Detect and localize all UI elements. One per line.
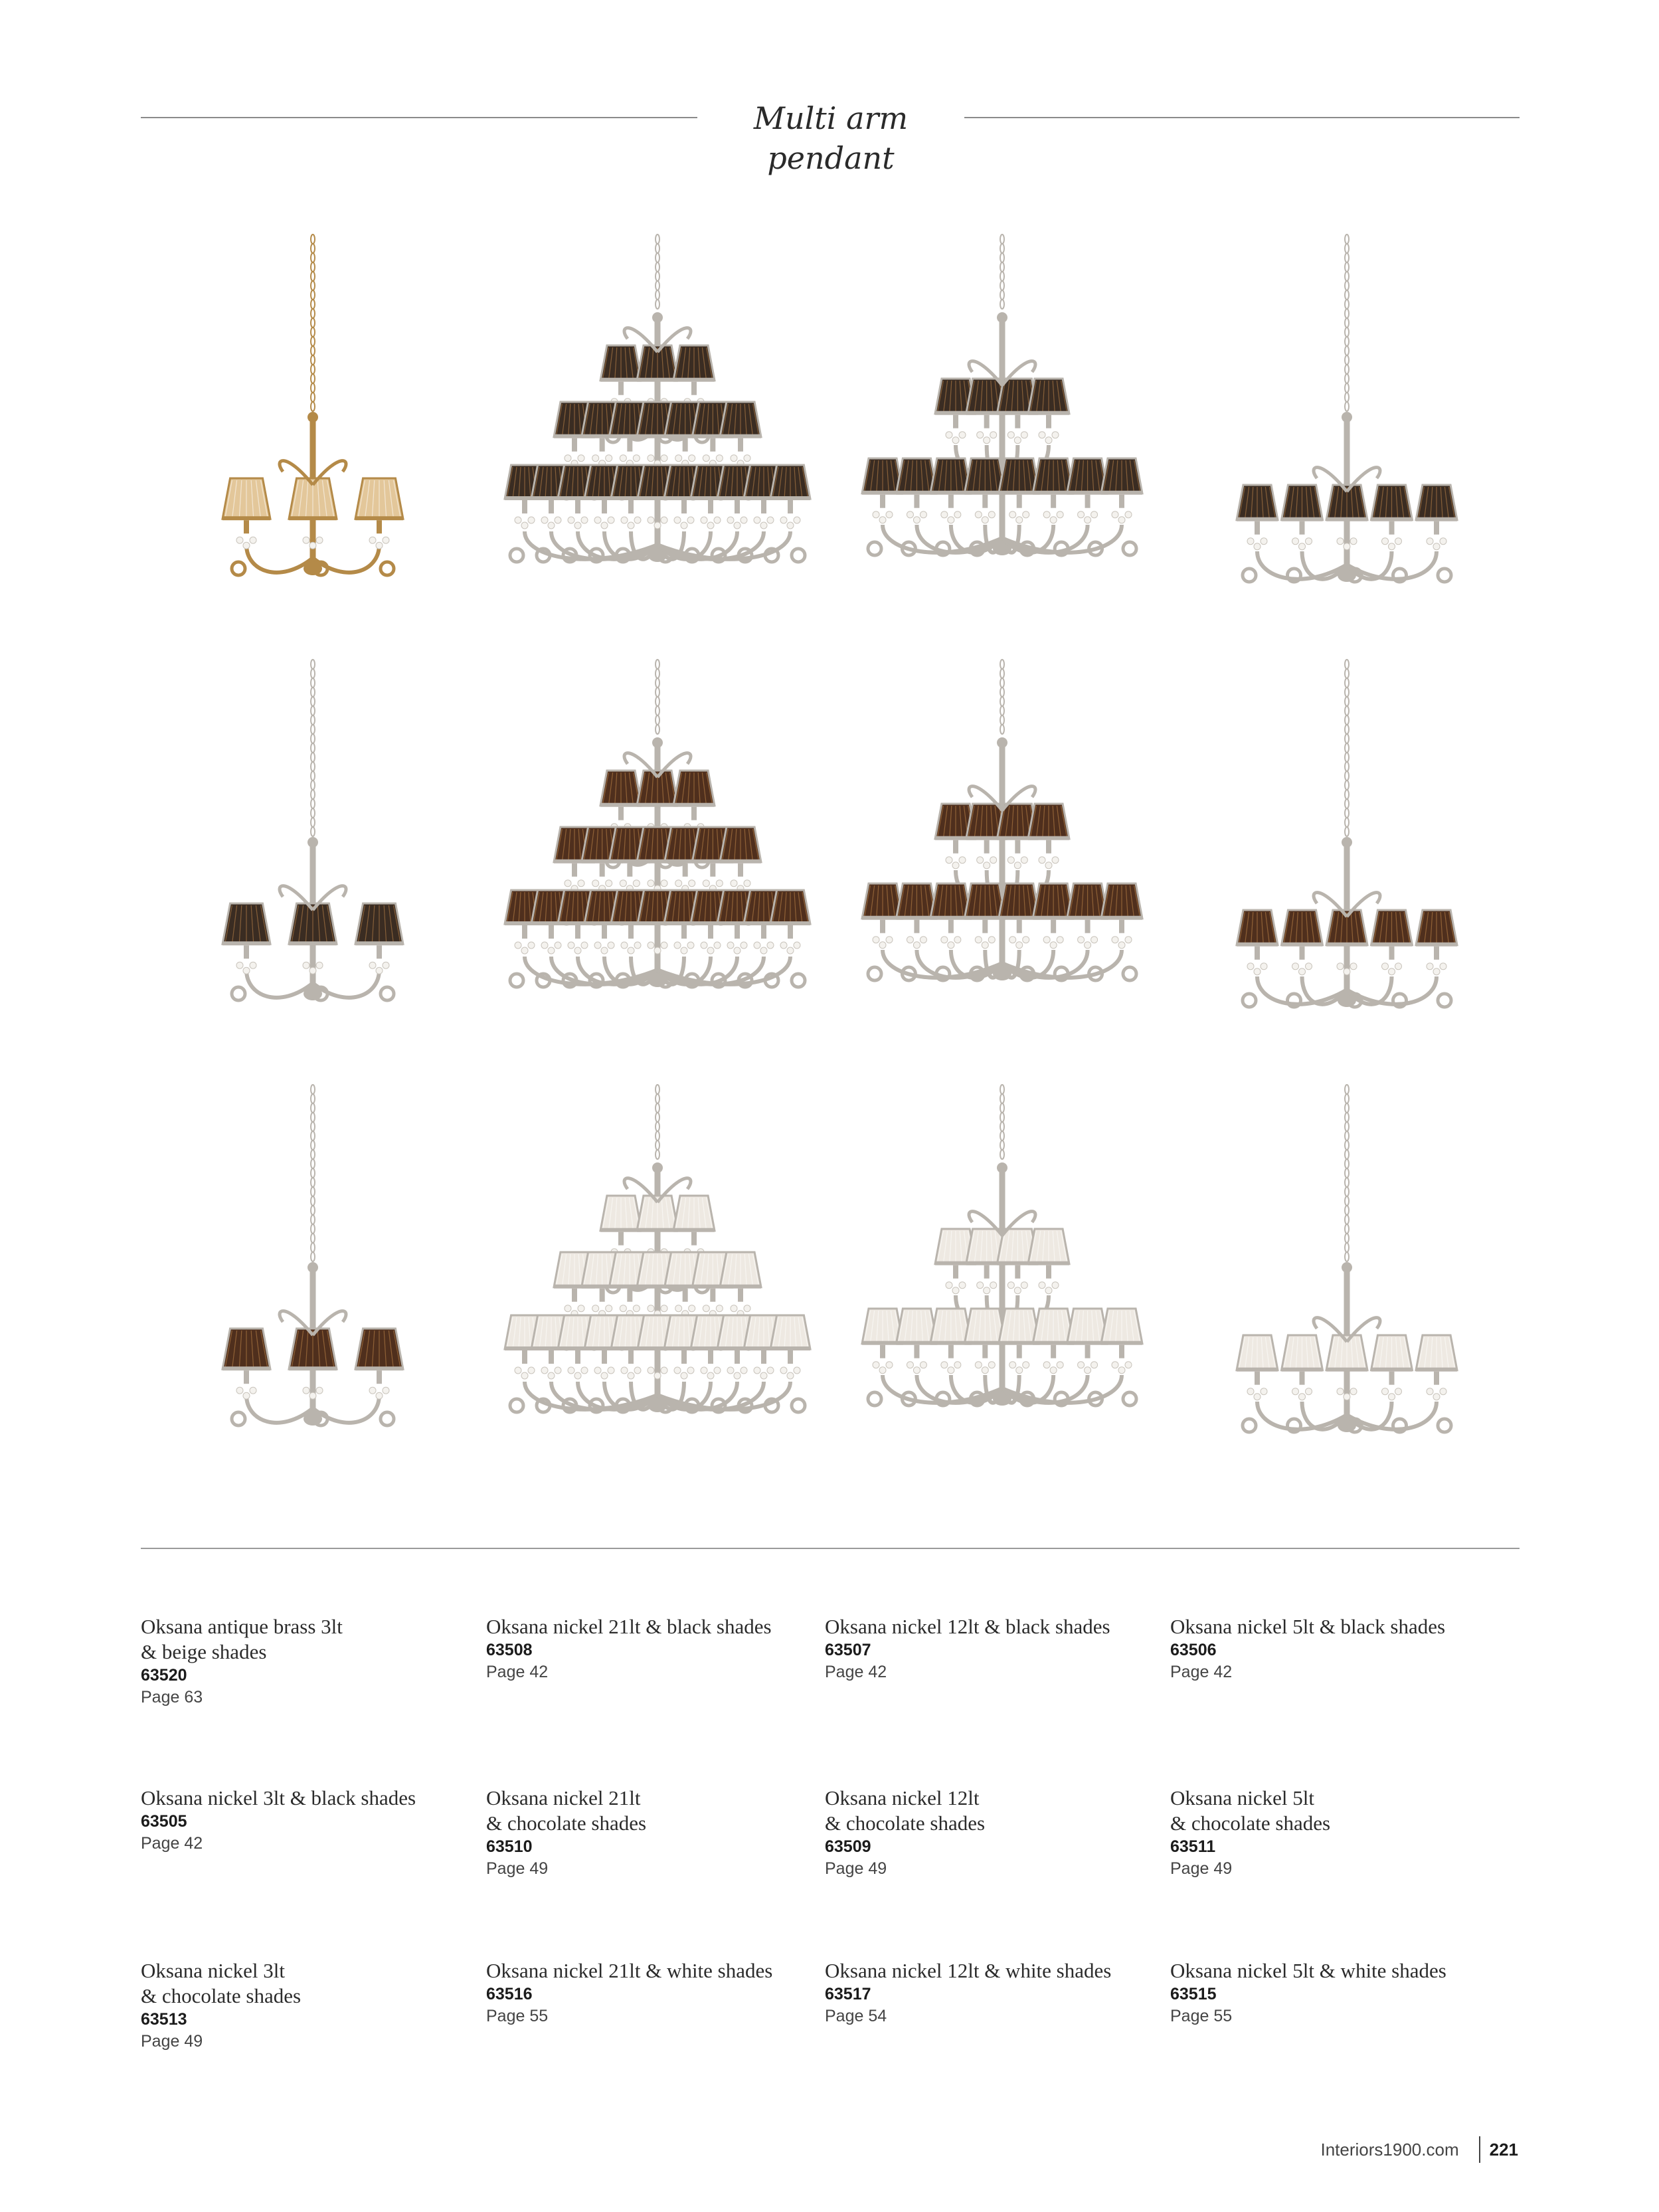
website-label: Interiors1900.com: [1320, 2139, 1459, 2160]
product-caption: [825, 1786, 1157, 1880]
product-image: [830, 1063, 1175, 1488]
product-image: [830, 638, 1175, 1063]
product-name: Oksana nickel 21lt & chocolate shades: [486, 1786, 647, 1835]
product-page-ref: Page 49: [1170, 1859, 1233, 1878]
product-page-ref: Page 42: [141, 1834, 203, 1853]
product-caption: [486, 1958, 818, 2027]
product-caption: [825, 1614, 1157, 1683]
page-footer: [1321, 2136, 1519, 2163]
product-name: Oksana nickel 5lt & white shades: [1170, 1959, 1446, 1982]
product-caption: [141, 1786, 473, 1855]
product-code: 63511: [1170, 1837, 1216, 1856]
product-image: [1175, 213, 1520, 638]
product-name: Oksana nickel 5lt & black shades: [1170, 1615, 1446, 1638]
product-code: 63515: [1170, 1985, 1217, 2003]
product-code: 63506: [1170, 1641, 1217, 1659]
product-page-ref: Page 55: [486, 2007, 549, 2025]
product-page-ref: Page 55: [1170, 2007, 1233, 2025]
product-code: 63517: [825, 1985, 871, 2003]
product-image: [485, 213, 830, 638]
product-code: 63510: [486, 1837, 533, 1856]
chandelier-illustration: [141, 638, 485, 1063]
product-name: Oksana nickel 3lt & chocolate shades: [141, 1959, 302, 2007]
product-image: [485, 1063, 830, 1488]
chandelier-illustration: [1175, 1063, 1520, 1488]
product-name: Oksana nickel 5lt & chocolate shades: [1170, 1786, 1331, 1835]
product-name: Oksana nickel 12lt & chocolate shades: [825, 1786, 986, 1835]
product-page-ref: Page 63: [141, 1688, 203, 1706]
product-image: [830, 213, 1175, 638]
header-rule-left: [141, 117, 697, 118]
page-number: 221: [1489, 2139, 1518, 2160]
product-name: Oksana nickel 21lt & white shades: [486, 1959, 773, 1982]
chandelier-illustration: [485, 638, 830, 1063]
product-page-ref: Page 49: [486, 1859, 549, 1878]
product-page-ref: Page 54: [825, 2007, 887, 2025]
product-page-ref: Page 42: [825, 1663, 887, 1681]
product-name: Oksana nickel 3lt & black shades: [141, 1786, 416, 1809]
chandelier-illustration: [1175, 213, 1520, 638]
product-caption: [1170, 1614, 1502, 1683]
product-name: Oksana nickel 21lt & black shades: [486, 1615, 772, 1638]
product-image: [141, 1063, 485, 1488]
product-caption: [486, 1614, 818, 1683]
product-code: 63505: [141, 1812, 187, 1831]
section-divider: [141, 1548, 1520, 1549]
chandelier-illustration: [141, 213, 485, 638]
product-code: 63509: [825, 1837, 871, 1856]
product-caption: [141, 1614, 473, 1708]
header-rule-right: [964, 117, 1520, 118]
product-code: 63520: [141, 1666, 187, 1685]
product-code: 63516: [486, 1985, 533, 2003]
product-page-ref: Page 42: [486, 1663, 549, 1681]
product-image: [1175, 1063, 1520, 1488]
product-code: 63508: [486, 1641, 533, 1659]
product-image: [485, 638, 830, 1063]
product-caption: [486, 1786, 818, 1880]
product-caption: [1170, 1958, 1502, 2027]
chandelier-illustration: [830, 1063, 1175, 1488]
chandelier-illustration: [830, 213, 1175, 638]
product-caption: [141, 1958, 473, 2053]
product-name: Oksana nickel 12lt & black shades: [825, 1615, 1110, 1638]
product-name: Oksana nickel 12lt & white shades: [825, 1959, 1112, 1982]
footer-separator: [1479, 2136, 1480, 2163]
chandelier-illustration: [830, 638, 1175, 1063]
product-page-ref: Page 49: [825, 1859, 887, 1878]
product-page-ref: Page 42: [1170, 1663, 1233, 1681]
page-title: Multi arm pendant: [753, 100, 909, 176]
chandelier-illustration: [1175, 638, 1520, 1063]
page-header: [141, 98, 1520, 176]
chandelier-illustration: [141, 1063, 485, 1488]
chandelier-illustration: [485, 213, 830, 638]
product-code: 63507: [825, 1641, 871, 1659]
product-image: [141, 213, 485, 638]
product-caption: [1170, 1786, 1502, 1880]
product-code: 63513: [141, 2010, 187, 2029]
product-caption: [825, 1958, 1157, 2027]
product-image: [141, 638, 485, 1063]
product-page-ref: Page 49: [141, 2032, 203, 2051]
product-name: Oksana antique brass 3lt & beige shades: [141, 1615, 343, 1663]
product-image: [1175, 638, 1520, 1063]
chandelier-illustration: [485, 1063, 830, 1488]
